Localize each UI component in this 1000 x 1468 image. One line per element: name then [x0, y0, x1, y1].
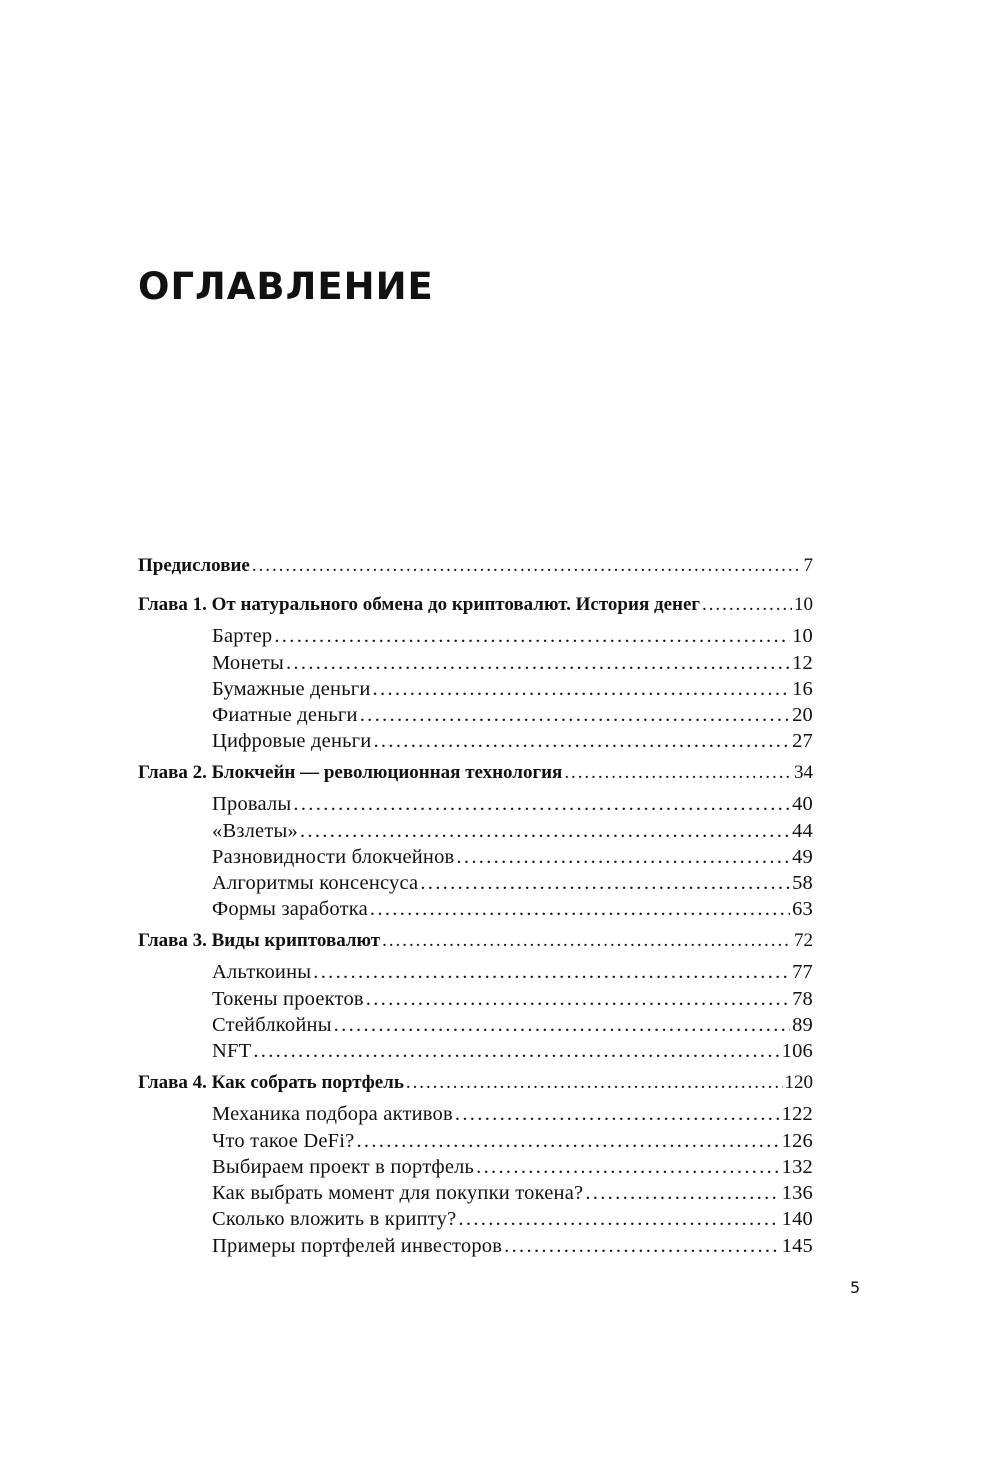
toc-label: Бумажные деньги — [212, 678, 371, 700]
toc-label: Глава 2. Блокчейн — революционная технология — [138, 762, 563, 783]
toc-entry-section[interactable] — [212, 957, 813, 987]
toc-label: Предисловие — [138, 555, 250, 576]
toc-label: Как выбрать момент для покупки токена? — [212, 1182, 584, 1204]
toc-entry-section[interactable] — [212, 726, 813, 756]
toc-page: 89 — [792, 1014, 813, 1036]
toc-entry-section[interactable] — [212, 1036, 813, 1066]
dot-leader — [455, 1099, 780, 1129]
page-title: ОГЛАВЛЕНИЕ — [138, 265, 434, 308]
toc-page: 136 — [781, 1182, 813, 1204]
toc-entry-chapter-1[interactable] — [138, 590, 813, 620]
toc-page: 120 — [784, 1072, 813, 1093]
toc-entry-section[interactable] — [212, 1231, 813, 1261]
toc-label: Бартер — [212, 625, 273, 647]
toc-page: 10 — [792, 625, 813, 647]
toc-label: Фиатные деньги — [212, 704, 358, 726]
toc-entry-section[interactable] — [212, 894, 813, 924]
toc-page: 12 — [792, 652, 813, 674]
toc-page: 145 — [781, 1235, 813, 1257]
dot-leader — [373, 726, 790, 756]
toc-page: 122 — [781, 1103, 813, 1125]
toc-entry-section[interactable] — [212, 1099, 813, 1129]
toc-page: 132 — [781, 1156, 813, 1178]
dot-leader — [564, 758, 792, 788]
dot-leader — [458, 1204, 779, 1234]
toc-page: 44 — [792, 820, 813, 842]
toc-page: 10 — [794, 594, 813, 615]
toc-page: 78 — [792, 988, 813, 1010]
toc-label: NFT — [212, 1040, 252, 1062]
toc-entry-chapter-4[interactable] — [138, 1068, 813, 1098]
toc-label: Формы заработка — [212, 898, 368, 920]
toc-label: Глава 4. Как собрать портфель — [138, 1072, 404, 1093]
toc-entry-chapter-2[interactable] — [138, 758, 813, 788]
dot-leader — [253, 1036, 779, 1066]
toc-page: 63 — [792, 898, 813, 920]
dot-leader — [293, 789, 790, 819]
toc-entry-section[interactable] — [212, 1204, 813, 1234]
dot-leader — [382, 926, 792, 956]
toc-label: Токены проектов — [212, 988, 364, 1010]
toc-label: «Взлеты» — [212, 820, 298, 842]
toc-entry-preface[interactable] — [138, 551, 813, 581]
toc-label: Глава 3. Виды криптовалют — [138, 930, 381, 951]
toc-page: 49 — [792, 846, 813, 868]
dot-leader — [370, 894, 790, 924]
toc-page: 77 — [792, 961, 813, 983]
page-number: 5 — [850, 1278, 861, 1297]
toc-page: 20 — [792, 704, 813, 726]
toc-page: 58 — [792, 872, 813, 894]
toc-label: Альткоины — [212, 961, 312, 983]
toc-page: 27 — [792, 730, 813, 752]
toc-page: 34 — [794, 762, 813, 783]
toc-label: Стейблкойны — [212, 1014, 332, 1036]
toc-page: 126 — [781, 1130, 813, 1152]
toc-page: 40 — [792, 793, 813, 815]
dot-leader — [406, 1068, 783, 1098]
toc-page: 7 — [803, 555, 813, 576]
toc-label: Механика подбора активов — [212, 1103, 453, 1125]
toc-label: Провалы — [212, 793, 292, 815]
dot-leader — [274, 621, 790, 651]
toc-label: Примеры портфелей инвесторов — [212, 1235, 503, 1257]
dot-leader — [702, 590, 792, 620]
toc-label: Сколько вложить в крипту? — [212, 1208, 457, 1230]
toc-label: Цифровые деньги — [212, 730, 372, 752]
dot-leader — [252, 551, 802, 581]
toc-label: Разновидности блокчейнов — [212, 846, 455, 868]
toc-page: 106 — [781, 1040, 813, 1062]
toc-label: Что такое DeFi? — [212, 1130, 355, 1152]
toc-label: Алгоритмы консенсуса — [212, 872, 419, 894]
toc-page: 16 — [792, 678, 813, 700]
toc-page: 72 — [794, 930, 813, 951]
toc-page: 140 — [781, 1208, 813, 1230]
toc-label: Глава 1. От натурального обмена до криптовалют. История денег — [138, 594, 701, 615]
toc-entry-section[interactable] — [212, 789, 813, 819]
toc-entry-section[interactable] — [212, 621, 813, 651]
dot-leader — [313, 957, 790, 987]
toc-entry-chapter-3[interactable] — [138, 926, 813, 956]
toc-label: Выбираем проект в портфель — [212, 1156, 475, 1178]
toc-label: Монеты — [212, 652, 284, 674]
dot-leader — [504, 1231, 780, 1261]
